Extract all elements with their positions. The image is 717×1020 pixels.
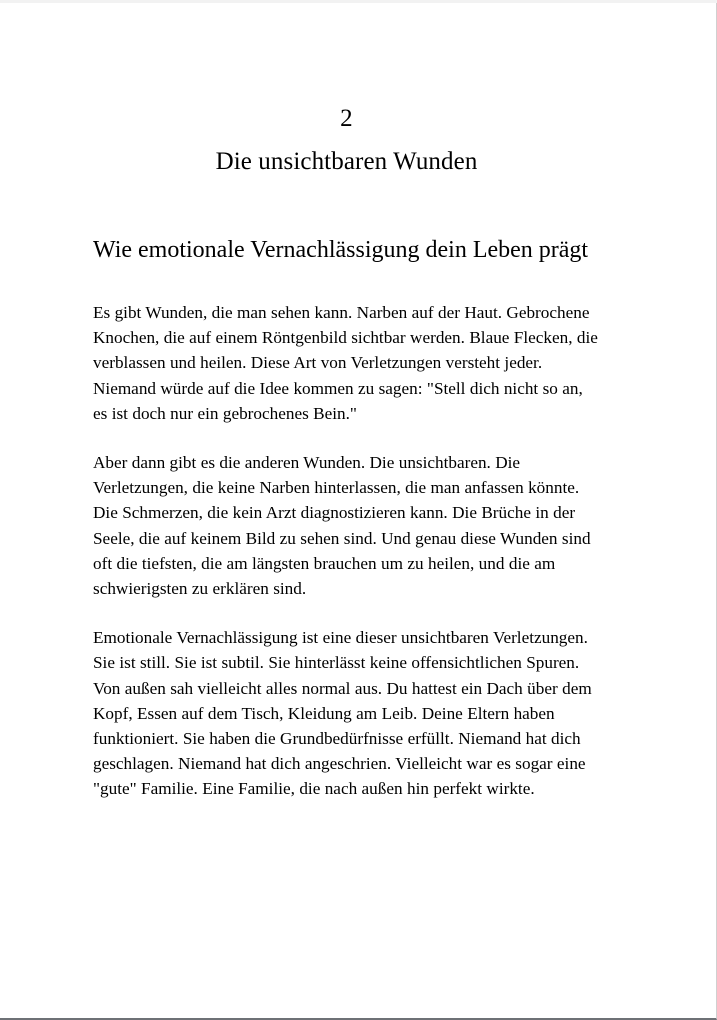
body-paragraph-3: Emotionale Vernachlässigung ist eine dieser unsichtbaren Verletzungen. Sie ist still. Sie ist subtil. Sie hinterlässt keine offensichtlichen Spuren. Von außen sah vielleicht alles normal aus. Du hattest ein Dach über dem Kopf, Essen auf dem Tisch, Kleidung am Leib. Deine Eltern haben funktioniert. Sie haben die Grundbedürfnisse erfüllt. Niemand hat dich geschlagen. Niemand hat dich angeschrien. Vielleicht war es sogar eine "gute" Familie. Eine Familie, die nach außen hin perfekt wirkte. <box>93 628 592 799</box>
page-content-column <box>93 0 600 802</box>
chapter-number: 2 <box>340 105 353 132</box>
body-paragraph-2: Aber dann gibt es die anderen Wunden. Die unsichtbaren. Die Verletzungen, die keine Narben hinterlassen, die man anfassen könnte. Die Schmerzen, die kein Arzt diagnostizieren kann. Die Brüche in der Seele, die auf keinem Bild zu sehen sind. Und genau diese Wunden sind oft die tiefsten, die am längsten brauchen um zu heilen, und die am schwierigsten zu erklären sind. <box>93 453 591 599</box>
section-heading: Wie emotionale Vernachlässigung dein Leben prägt <box>93 237 589 263</box>
body-paragraph-1: Es gibt Wunden, die man sehen kann. Narben auf der Haut. Gebrochene Knochen, die auf einem Röntgenbild sichtbar werden. Blaue Flecken, die verblassen und heilen. Diese Art von Verletzungen versteht jeder. Niemand würde auf die Idee kommen zu sagen: "Stell dich nicht so an, es ist doch nur ein gebrochenes Bein." <box>93 303 598 423</box>
chapter-title: Die unsichtbaren Wunden <box>215 148 478 175</box>
